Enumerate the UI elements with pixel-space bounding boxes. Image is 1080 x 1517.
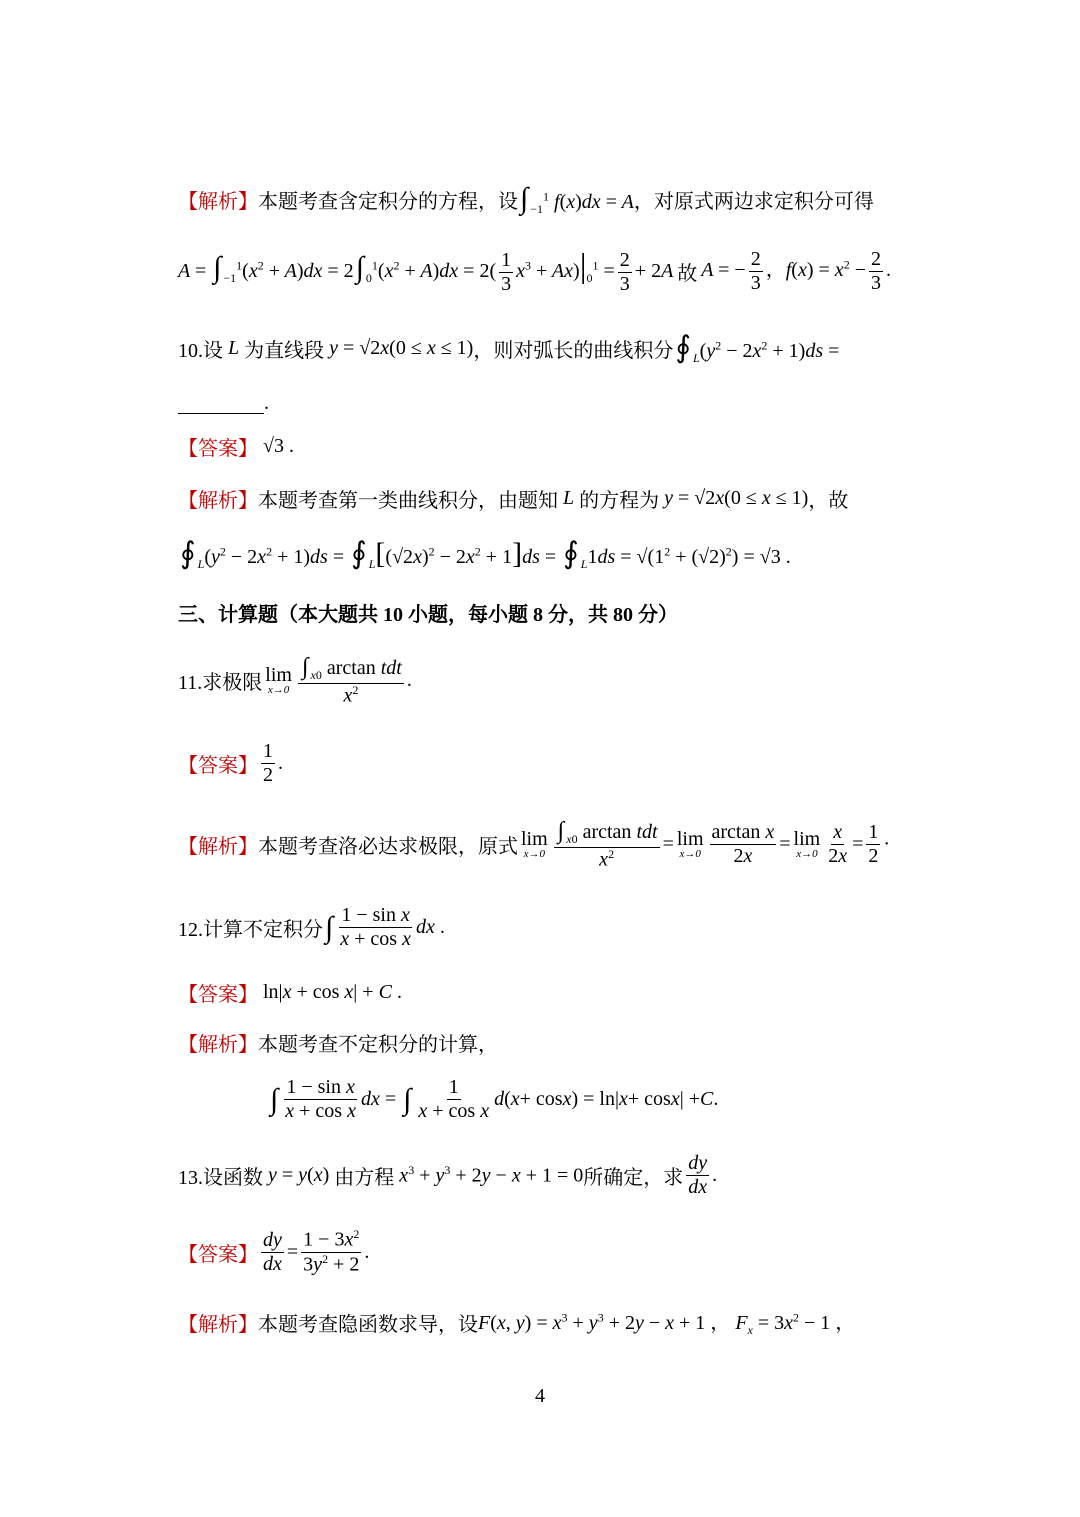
answer-tag: 【答案】	[178, 1243, 258, 1266]
section-3-title: 三、计算题（本大题共 10 小题，每小题 8 分，共 80 分）	[178, 604, 678, 626]
q12-question: 12.计算不定积分 ∫ $\frac{\text{1 − sin x}}{\text{x + cos x}}$ dx .	[178, 904, 445, 950]
q10-question	[178, 330, 839, 366]
q11-analysis-text: 本题考查洛必达求极限，原式	[258, 836, 518, 859]
q12-analysis-formula: ∫ $\frac{\text{1 − sin x}}{\text{x + cos x}}$ dx = ∫ $\frac{1}{\text{x + cos x}}$ d ( x + cos x ) = ln| x + cos x | + C .	[270, 1076, 719, 1122]
formula: $\frac{1 - 3x^2}{3y^2 + 2}$	[303, 1227, 360, 1276]
q11-question: 11.求极限 lim x→0 $\frac{\int _{x0} \arctan tdt}{x^2}$ .	[178, 654, 412, 707]
answer-tag: 【答案】	[178, 755, 258, 777]
formula: ∮ $_L(y^2 - 2x^2 + 1)ds$ = ∮ $_L[(√2x)^2 - 2x^2 + 1]ds$ = ∮ $_L1ds = √(1^2 + (√2)^2) = √3$ .	[180, 537, 791, 571]
formula: $\frac{1}{\text{x + cos x}}$	[418, 1076, 490, 1122]
formula: $\frac{dy}{dx}$	[688, 1152, 708, 1198]
q13-question: 13.设函数 y = y(x) 由方程 $x^3 + y^3 + 2y - x + 1 = 0$ 所确定，求 $\frac{dy}{dx}$ .	[178, 1152, 718, 1198]
q13-text1: 由方程	[334, 1167, 395, 1189]
q10-analysis-end: ，故	[808, 490, 849, 512]
formula: $\frac{dy}{dx}$	[263, 1228, 282, 1275]
q9-analysis-intro: 本题考查含定积分的方程，设	[258, 191, 518, 213]
analysis-tag: 【解析】	[178, 191, 258, 213]
q9-conclusion-label: 故	[677, 263, 698, 286]
formula: $\frac{1}{2}$	[263, 740, 273, 786]
formula: lim x→0	[265, 664, 292, 697]
answer-blank	[178, 393, 264, 414]
page-number: 4	[535, 1385, 545, 1407]
q13-answer: 【答案】 $\frac{dy}{dx}$ = $\frac{1 - 3x^2}{3y^2 + 2}$ .	[178, 1227, 370, 1276]
q12-analysis-text: 本题考查不定积分的计算，	[258, 1034, 498, 1056]
q11-analysis: 【解析】 本题考查洛必达求极限，原式 lim x→0 $\frac{\int _{x0} \arctan tdt}{x^2}$ = lim x→0 $\frac{\text{arctan x}}{2x}$ = lim x→0 $\frac{x}{2x}$ = $\frac{1}{2}$ ·	[178, 818, 891, 871]
formula: $\frac{\text{1 − sin x}}{\text{x + cos x}}$	[340, 904, 411, 950]
formula: y = √2x(0 ≤ x ≤ 1)	[324, 336, 474, 359]
formula: lim x→0	[676, 828, 704, 861]
q10-analysis-line-2	[178, 536, 791, 572]
analysis-tag: 【解析】	[178, 1034, 258, 1056]
formula: √3 .	[258, 435, 294, 457]
analysis-tag: 【解析】	[178, 836, 258, 859]
q9-analysis-line-2	[178, 248, 891, 296]
q10-analysis-line-1	[178, 484, 848, 513]
analysis-tag: 【解析】	[178, 490, 258, 512]
q9-analysis-mid: ，对原式两边求定积分可得	[633, 191, 874, 213]
formula: $\frac{\text{arctan x}}{2x}$	[711, 821, 775, 868]
analysis-tag: 【解析】	[178, 1313, 258, 1336]
q13-analysis	[178, 1306, 855, 1338]
formula: y = √2x(0 ≤ x ≤ 1)	[659, 487, 809, 509]
formula: $\frac{\text{1 − sin x}}{\text{x + cos x}}$	[285, 1076, 356, 1122]
formula: F(x, $y) = x^3 + y^3 + 2y - x + 1$ ， $F_x = 3x^2 - 1$ ，	[478, 1310, 856, 1337]
formula: $x^3 + y^3 + 2y - x + 1 = 0$	[394, 1163, 584, 1187]
formula: $\frac{x}{2x}$	[828, 821, 848, 868]
formula: ∮ $_L(y^2 - 2x^2 + 1)ds$ =	[675, 331, 840, 365]
q10-blank-line	[178, 392, 269, 415]
formula: $\frac{1}{2}$	[868, 821, 879, 868]
q12-answer	[178, 978, 402, 1007]
formula: $\frac{\int _{x0} \arctan tdt}{x^2}$	[554, 818, 660, 871]
q9-analysis-line-1	[178, 182, 874, 217]
q13-analysis-text: 本题考查隐函数求导，设	[258, 1313, 478, 1336]
q13-prefix: 13.设函数	[178, 1167, 263, 1189]
q10-prefix: 10.设	[178, 339, 223, 362]
formula: y = y(x)	[263, 1164, 330, 1186]
formula: L	[223, 336, 245, 359]
formula: ∫ $_{-1}^1$ f(x)dx = A	[520, 182, 634, 216]
q10-text2: ，则对弧长的曲线积分	[473, 339, 674, 362]
q10-analysis-mid: 的方程为	[579, 490, 660, 512]
q12-prefix: 12.计算不定积分	[178, 919, 323, 941]
formula: A = ∫ $_{-1}^1(x^2 + A)dx = 2\int$ $_0^1(x^2 + A)dx = 2$( $\frac{1}{3}$ $x^3 + Ax)|_0^1$ = $\frac{2}{3}$ + 2A	[178, 248, 674, 295]
q12-analysis	[178, 1028, 498, 1057]
formula: A = − $\frac{2}{3}$ ，$f(x) = x^2$ − $\frac{2}{3}$ .	[701, 248, 891, 295]
q11-answer: 【答案】 $\frac{1}{2}$ .	[178, 740, 283, 786]
formula: lim x→0	[793, 828, 821, 861]
q11-prefix: 11.求极限	[178, 672, 263, 695]
answer-tag: 【答案】	[178, 984, 258, 1006]
q13-text2: 所确定，求	[583, 1167, 684, 1189]
q10-answer	[178, 432, 294, 461]
formula: $\frac{\int _{x0} \arctan tdt}{x^2}$	[298, 654, 404, 707]
q10-text1: 为直线段	[244, 339, 325, 362]
answer-tag: 【答案】	[178, 438, 258, 460]
q10-blank-end: .	[264, 392, 269, 414]
formula: L	[558, 487, 580, 509]
formula: ln|x + cos x| + C .	[258, 981, 402, 1003]
formula: lim x→0	[521, 828, 548, 861]
q10-analysis-intro: 本题考查第一类曲线积分，由题知	[258, 490, 558, 512]
